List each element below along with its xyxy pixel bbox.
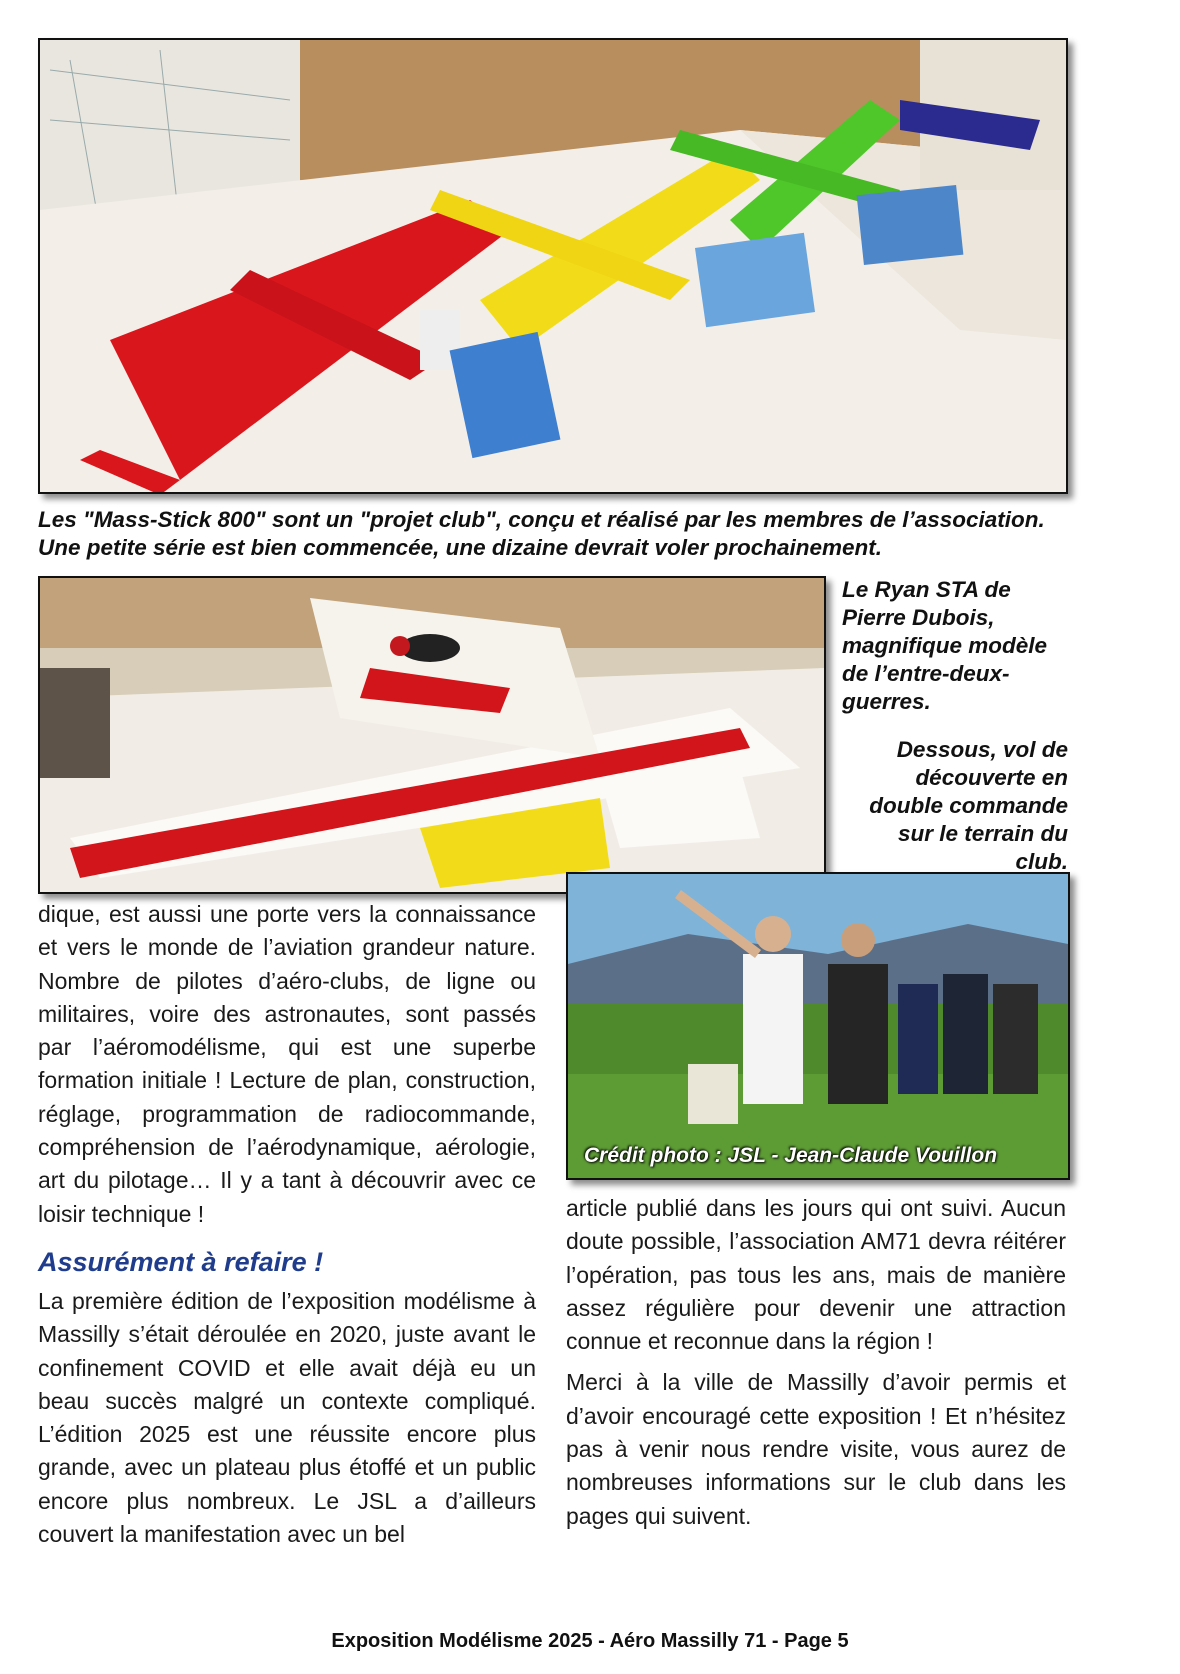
page-footer: Exposition Modélisme 2025 - Aéro Massilly 71 - Page 5 (331, 1630, 849, 1652)
right-column (566, 1192, 1066, 1541)
left-paragraph-2: La première édition de l’exposition modélisme à Massilly s’était déroulée en 2020, juste avant le confinement COVID et elle avait déjà eu un beau succès malgré un contexte compliqué. L’édition 2025 est une réussite encore plus grande, avec un plateau plus étoffé et un public encore plus nombreux. Le JSL a d’ailleurs couvert la manifestation avec un bel (38, 1287, 536, 1548)
photo2-caption (842, 576, 1068, 876)
photo-credit: Crédit photo : JSL - Jean-Claude Vouillon (584, 1144, 998, 1167)
left-column (38, 898, 536, 1559)
photo1-caption-line1: Les "Mass-Stick 800" sont un "projet club", conçu et réalisé par les membres de l’association. (38, 507, 1045, 532)
photo2-caption-p2: Dessous, vol de découverte en double commande sur le terrain du club. (869, 737, 1068, 874)
section-heading: Assurément à refaire ! (38, 1246, 324, 1277)
photo-ryan-sta (38, 576, 826, 894)
photo-flight-field (566, 872, 1070, 1180)
photo1-caption (38, 506, 1078, 562)
right-paragraph-1: article publié dans les jours qui ont suivi. Aucun doute possible, l’association AM71 devra réitérer l’opération, pas tous les ans, mais de manière assez régulière pour devenir une attraction connue et reconnue dans la région ! (566, 1195, 1066, 1355)
left-paragraph-1: dique, est aussi une porte vers la connaissance et vers le monde de l’aviation grandeur nature. Nombre de pilotes d’aéro-clubs, de ligne ou militaires, voire des astronautes, sont passés par l’aéromodélisme, qui est une superbe formation initiale ! Lecture de plan, construction, réglage, programmation de radiocommande, compréhension de l’aérodynamique, aérologie, art du pilotage… Il y a tant à découvrir avec ce loisir technique ! (38, 901, 536, 1227)
field-flight-illustration (568, 874, 1068, 1178)
mass-stick-illustration (40, 40, 1066, 492)
photo1-caption-line2: Une petite série est bien commencée, une dizaine devrait voler prochainement. (38, 535, 883, 560)
ryan-sta-illustration (40, 578, 824, 892)
photo-mass-stick-models (38, 38, 1068, 494)
right-paragraph-2: Merci à la ville de Massilly d’avoir permis et d’avoir encouragé cette exposition ! Et n’hésitez pas à venir nous rendre visite, vous aurez de nombreuses informations sur le club dans les pages qui suivent. (566, 1369, 1066, 1529)
photo2-caption-p1: Le Ryan STA de Pierre Dubois, magnifique modèle de l’entre-deux-guerres. (842, 577, 1048, 714)
